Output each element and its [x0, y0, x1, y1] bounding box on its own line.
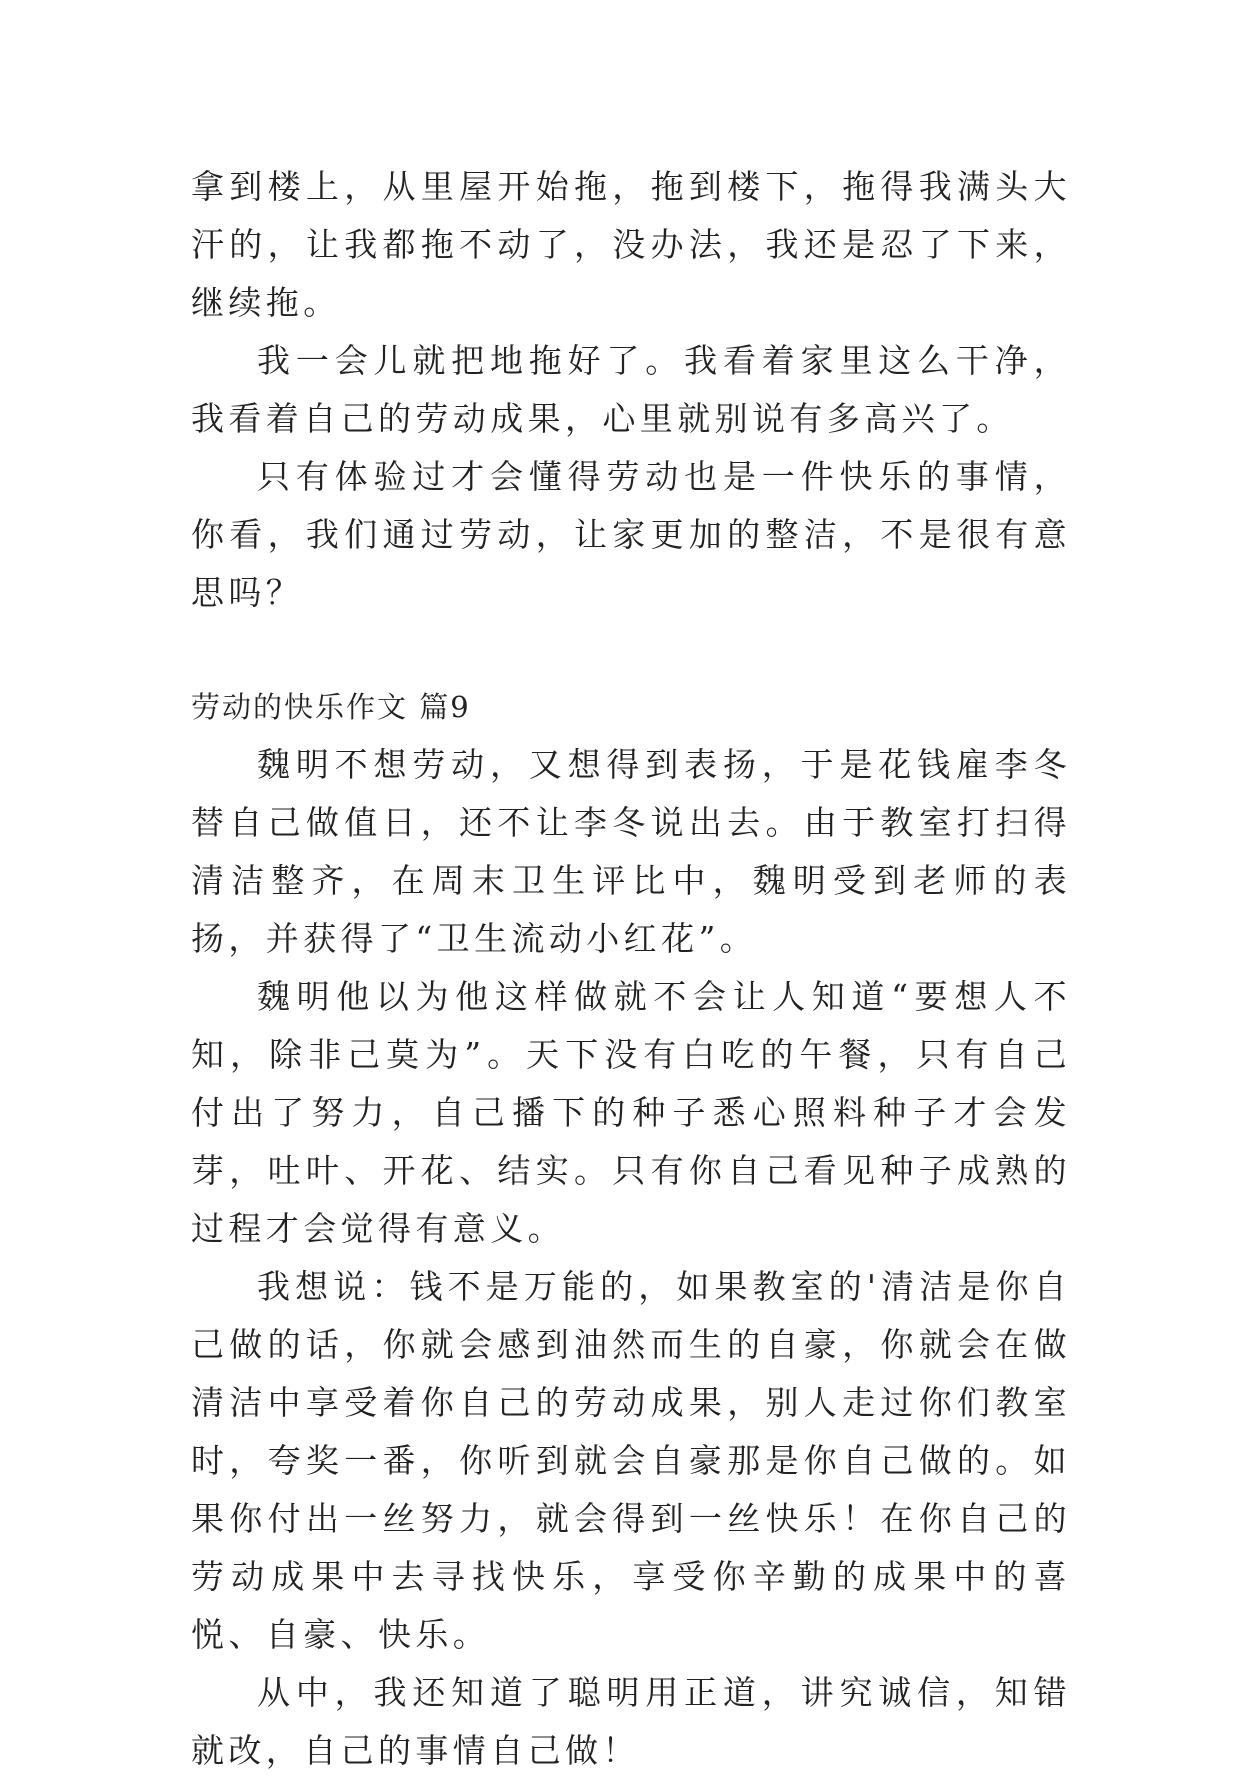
paragraph: 从中，我还知道了聪明用正道，讲究诚信，知错就改，自己的事情自己做！ [191, 1673, 1071, 1770]
paragraph: 我想说：钱不是万能的，如果教室的'清洁是你自己做的话，你就会感到油然而生的自豪，你就会在做清洁中享受着你自己的劳动成果，别人走过你们教室时，夸奖一番，你听到就会自豪那是你自己做的。如果你付出一丝努力，就会得到一丝快乐！在你自己的劳动成果中去寻找快乐，享受你辛勤的成果中的喜悦、自豪、快乐。 [191, 1267, 1071, 1654]
paragraph: 拿到楼上，从里屋开始拖，拖到楼下，拖得我满头大汗的，让我都拖不动了，没办法，我还是忍了下来，继续拖。 [191, 167, 1071, 322]
document-body [191, 158, 1071, 1780]
paragraph: 我一会儿就把地拖好了。我看着家里这么干净，我看着自己的劳动成果，心里就别说有多高兴了。 [191, 341, 1071, 438]
paragraph: 魏明不想劳动，又想得到表扬，于是花钱雇李冬替自己做值日，还不让李冬说出去。由于教室打扫得清洁整齐，在周末卫生评比中，魏明受到老师的表扬，并获得了“卫生流动小红花”。 [191, 745, 1071, 958]
section-heading: 劳动的快乐作文 篇9 [191, 690, 471, 724]
paragraph: 魏明他以为他这样做就不会让人知道“要想人不知，除非己莫为”。天下没有白吃的午餐，只有自己付出了努力，自己播下的种子悉心照料种子才会发芽，吐叶、开花、结实。只有你自己看见种子成熟的过程才会觉得有意义。 [191, 977, 1071, 1248]
paragraph: 只有体验过才会懂得劳动也是一件快乐的事情，你看，我们通过劳动，让家更加的整洁，不是很有意思吗？ [191, 457, 1071, 612]
